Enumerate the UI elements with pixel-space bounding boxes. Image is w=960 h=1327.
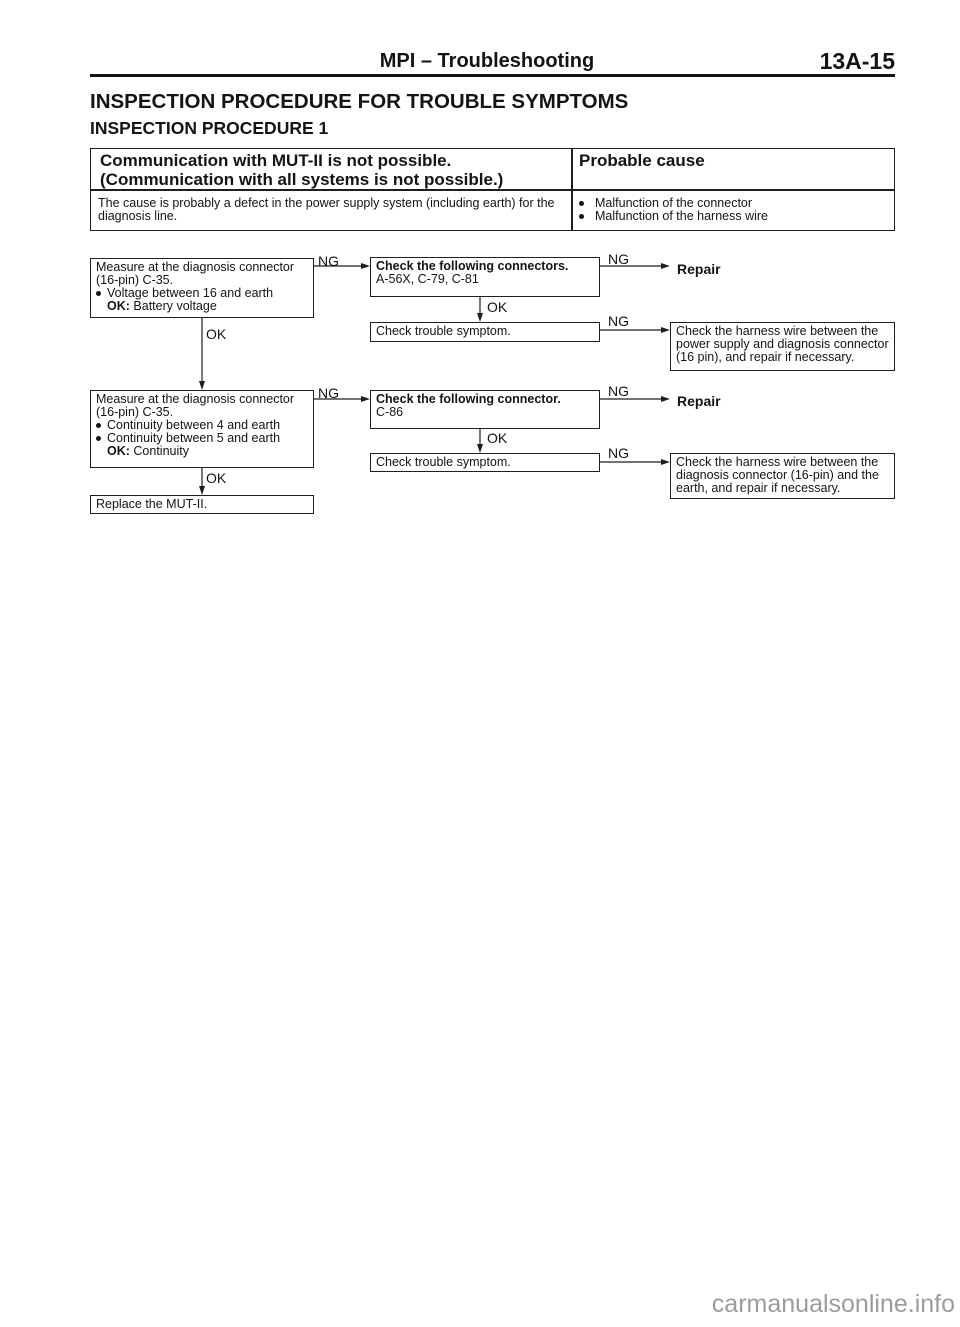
- step7-check-symptom-box: [370, 453, 600, 472]
- arrowhead-step2-to-step3: [477, 313, 483, 322]
- step3-check-symptom-box: [370, 322, 600, 342]
- arrowhead-step2-to-repair: [661, 263, 670, 269]
- step3-text: Check trouble symptom.: [376, 324, 511, 338]
- step4-line: Check the harness wire between the: [676, 324, 879, 338]
- branch-label-ng: NG: [608, 313, 629, 329]
- watermark: carmanualsonline.info: [711, 1290, 955, 1318]
- probable-cause-item: Malfunction of the harness wire: [579, 210, 768, 223]
- arrowhead-step1-to-step2: [361, 263, 370, 269]
- branch-label-ng: NG: [608, 383, 629, 399]
- step4-check-harness-box: [670, 322, 895, 371]
- repair-action: Repair: [677, 261, 721, 277]
- branch-label-ng: NG: [318, 253, 339, 269]
- branch-label-ng: NG: [608, 445, 629, 461]
- step5-check-item: Continuity between 5 and earth: [96, 432, 308, 445]
- branch-label-ok: OK: [206, 326, 227, 342]
- symptom-line: Communication with MUT-II is not possible.: [100, 151, 452, 170]
- branch-label-ng: NG: [608, 251, 629, 267]
- step1-line: Measure at the diagnosis connector: [96, 260, 295, 274]
- arrowhead-step5-to-step9: [199, 486, 205, 495]
- step2-check-connectors-box: [370, 257, 600, 297]
- step8-line: Check the harness wire between the: [676, 455, 879, 469]
- step5-measure-continuity-box: [90, 390, 314, 468]
- step8-line: earth, and repair if necessary.: [676, 481, 841, 495]
- step5-line: Measure at the diagnosis connector: [96, 392, 295, 406]
- step5-ok-value: Continuity: [133, 444, 189, 458]
- arrowhead-step1-to-step5: [199, 381, 205, 390]
- page-number: 13A-15: [819, 48, 895, 74]
- description-line: diagnosis line.: [98, 209, 178, 223]
- step6-connector-list: C-86: [376, 405, 404, 419]
- page-header-title: MPI – Troubleshooting: [379, 50, 595, 72]
- step6-check-connector-box: [370, 390, 600, 429]
- branch-label-ng: NG: [318, 385, 339, 401]
- step1-check-item: Voltage between 16 and earth: [96, 287, 308, 300]
- arrowhead-step6-to-repair: [661, 396, 670, 402]
- step1-line: (16-pin) C-35.: [96, 273, 174, 287]
- step5-check-item: Continuity between 4 and earth: [96, 419, 308, 432]
- procedure-title: INSPECTION PROCEDURE 1: [90, 118, 329, 138]
- arrowhead-step7-to-step8: [661, 459, 670, 465]
- step5-ok-criterion: [96, 445, 308, 458]
- arrowhead-step5-to-step6: [361, 396, 370, 402]
- step8-check-harness-box: [670, 453, 895, 499]
- step6-title: Check the following connector.: [376, 392, 561, 406]
- step9-replace-box: [90, 495, 314, 514]
- step9-text: Replace the MUT-II.: [96, 497, 208, 511]
- step1-measure-voltage-box: [90, 258, 314, 318]
- branch-label-ok: OK: [206, 470, 227, 486]
- arrowhead-step6-to-step7: [477, 444, 483, 453]
- branch-label-ok: OK: [487, 430, 508, 446]
- step5-line: (16-pin) C-35.: [96, 405, 174, 419]
- branch-label-ok: OK: [487, 299, 508, 315]
- repair-action: Repair: [677, 393, 721, 409]
- step4-line: (16 pin), and repair if necessary.: [676, 350, 855, 364]
- ok-criterion-label: OK:: [107, 444, 130, 458]
- step2-title: Check the following connectors.: [376, 259, 569, 273]
- step4-line: power supply and diagnosis connector: [676, 337, 889, 351]
- arrowhead-step3-to-step4: [661, 327, 670, 333]
- step2-connector-list: A-56X, C-79, C-81: [376, 272, 479, 286]
- section-title: INSPECTION PROCEDURE FOR TROUBLE SYMPTOMS: [90, 90, 629, 113]
- symptom-line: (Communication with all systems is not possible.): [100, 170, 504, 189]
- ok-criterion-label: OK:: [107, 299, 130, 313]
- description-line: The cause is probably a defect in the power supply system (including earth) for the: [98, 196, 555, 210]
- step1-ok-value: Battery voltage: [133, 299, 217, 313]
- step1-ok-criterion: [96, 300, 308, 313]
- probable-cause-heading: Probable cause: [579, 151, 705, 170]
- step7-text: Check trouble symptom.: [376, 455, 511, 469]
- probable-cause-item: Malfunction of the connector: [579, 197, 768, 210]
- step8-line: diagnosis connector (16-pin) and the: [676, 468, 879, 482]
